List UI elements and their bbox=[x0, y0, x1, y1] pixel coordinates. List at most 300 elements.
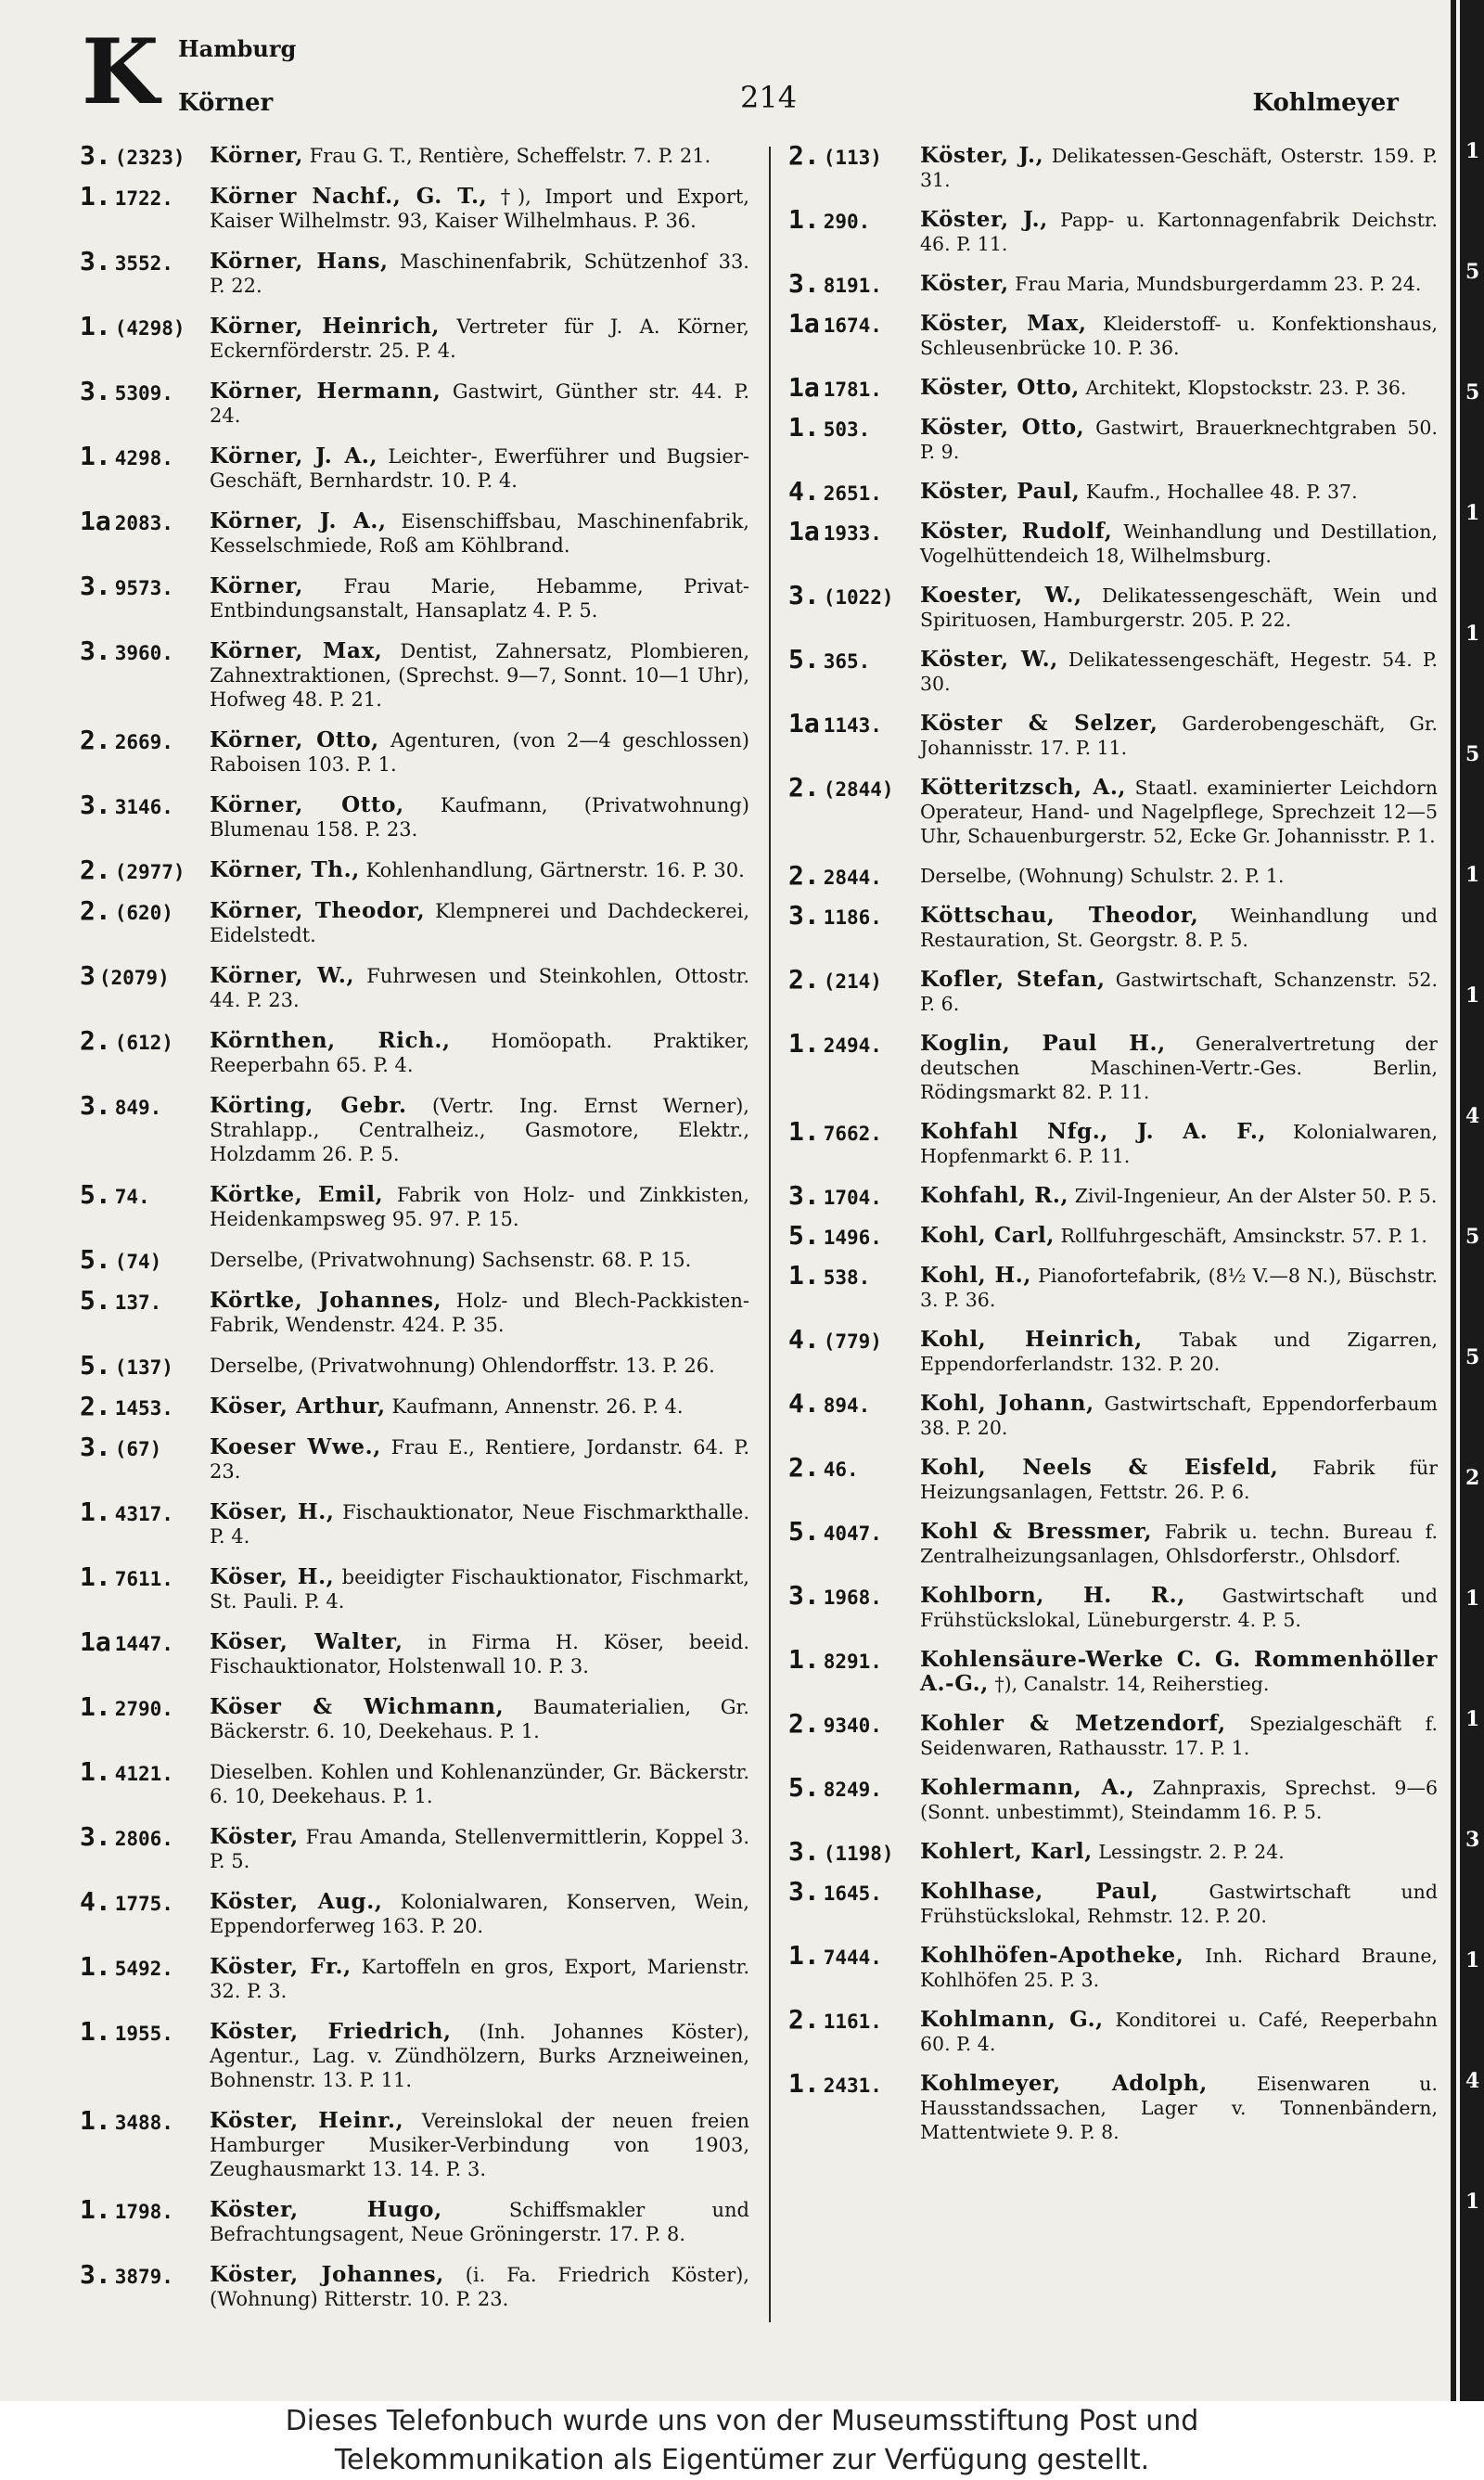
subscriber-number: (2844) bbox=[823, 778, 894, 801]
phone-number bbox=[788, 772, 913, 803]
subscriber-number: 2494. bbox=[823, 1034, 882, 1057]
exchange-zone: 1. bbox=[788, 1116, 820, 1147]
directory-entry bbox=[80, 895, 749, 947]
phone-number bbox=[788, 1324, 913, 1355]
exchange-zone: 1. bbox=[80, 2105, 111, 2136]
exchange-zone: 2. bbox=[80, 855, 111, 885]
directory-entry bbox=[788, 1580, 1438, 1632]
phone-number bbox=[788, 268, 913, 299]
subscriber-number: 1933. bbox=[823, 522, 882, 545]
subscriber-name: Kohl, H., bbox=[920, 1263, 1032, 1288]
subscriber-number: 5492. bbox=[114, 1958, 173, 1980]
phone-number bbox=[80, 506, 204, 536]
subscriber-number: 46. bbox=[823, 1458, 859, 1481]
subscriber-number: 2790. bbox=[114, 1698, 173, 1720]
phone-number bbox=[80, 1285, 204, 1316]
subscriber-name: Köster, Max, bbox=[920, 311, 1087, 336]
phone-number bbox=[80, 895, 204, 926]
subscriber-name: Körner, Otto, bbox=[210, 792, 404, 817]
entry-details: Lessingstr. 2. P. 24. bbox=[1098, 1841, 1285, 1863]
directory-entry bbox=[80, 1626, 749, 1678]
edge-glyph: 1 bbox=[1465, 863, 1480, 887]
subscriber-name: Kohlensäure-Werke C. G. Rommenhöller A.-G., bbox=[920, 1647, 1438, 1696]
subscriber-number: 503. bbox=[823, 418, 871, 441]
directory-entry bbox=[80, 855, 749, 885]
entry-details: Fuhrwesen und Steinkohlen, Ottostr. 44. P. 23. bbox=[210, 965, 749, 1011]
phone-number bbox=[788, 308, 913, 339]
exchange-zone: 1. bbox=[788, 1644, 820, 1675]
entry-details: Klempnerei und Dachdeckerei, Eidelstedt. bbox=[210, 900, 749, 946]
subscriber-number: 3488. bbox=[114, 2112, 173, 2134]
subscriber-name: Kohlhase, Paul, bbox=[920, 1879, 1159, 1904]
entry-details: Delikatessen-Geschäft, Osterstr. 159. P. 31. bbox=[920, 145, 1438, 191]
edge-glyph: 5 bbox=[1465, 742, 1480, 766]
exchange-zone: 3. bbox=[80, 636, 111, 666]
phone-number bbox=[788, 1452, 913, 1483]
phone-number bbox=[788, 1836, 913, 1867]
entry-details: Gastwirtschaft und Frühstückslokal, Rehmstr. 12. P. 20. bbox=[920, 1881, 1438, 1927]
subscriber-name: Körner, Theodor, bbox=[210, 898, 426, 923]
subscriber-name: Köster, Otto, bbox=[920, 375, 1080, 400]
subscriber-number: 2669. bbox=[114, 731, 173, 753]
subscriber-name: Kofler, Stefan, bbox=[920, 967, 1106, 992]
entry-details: Zahnpraxis, Sprechst. 9—6 (Sonnt. unbestimmt), Steindamm 16. P. 5. bbox=[920, 1777, 1438, 1823]
exchange-zone: 3. bbox=[788, 1180, 820, 1211]
subscriber-name: Kohlhöfen-Apotheke, bbox=[920, 1943, 1184, 1968]
exchange-zone: 1. bbox=[80, 2194, 111, 2225]
exchange-zone: 1. bbox=[80, 1756, 111, 1787]
exchange-zone: 3. bbox=[80, 1432, 111, 1462]
phone-number bbox=[788, 644, 913, 675]
exchange-zone: 2. bbox=[788, 1452, 820, 1483]
directory-entry bbox=[788, 1708, 1438, 1760]
directory-entry bbox=[80, 441, 749, 493]
subscriber-number: 1496. bbox=[823, 1227, 882, 1249]
directory-entry bbox=[80, 1756, 749, 1808]
subscriber-name: Körner, Hermann, bbox=[210, 379, 441, 404]
subscriber-name: Körner, bbox=[210, 573, 303, 598]
exchange-zone: 3. bbox=[788, 580, 820, 610]
entry-details: Derselbe, (Privatwohnung) Ohlendorffstr. 13. P. 26. bbox=[210, 1355, 715, 1377]
entry-details: Kolonialwaren, Konserven, Wein, Eppendorferweg 163. P. 20. bbox=[210, 1891, 749, 1937]
phone-number bbox=[80, 1391, 204, 1421]
subscriber-name: Körner, J. A., bbox=[210, 508, 387, 533]
directory-entry bbox=[788, 772, 1438, 848]
directory-entry bbox=[788, 308, 1438, 360]
subscriber-name: Koeser Wwe., bbox=[210, 1434, 381, 1459]
phone-number bbox=[788, 1388, 913, 1419]
edge-glyph: 5 bbox=[1465, 1345, 1480, 1369]
exchange-zone: 3. bbox=[80, 246, 111, 276]
right-column bbox=[788, 144, 1438, 2389]
subscriber-number: 290. bbox=[823, 211, 871, 233]
phone-number bbox=[80, 246, 204, 276]
footer-line-1: Dieses Telefonbuch wurde uns von der Museumsstiftung Post und bbox=[285, 2405, 1199, 2437]
exchange-zone: 1. bbox=[788, 412, 820, 443]
subscriber-number: 3146. bbox=[114, 796, 173, 818]
subscriber-name: Kohl, Johann, bbox=[920, 1391, 1094, 1416]
subscriber-number: 4317. bbox=[114, 1503, 173, 1525]
subscriber-number: 365. bbox=[823, 650, 871, 673]
phone-number bbox=[80, 636, 204, 666]
subscriber-number: (67) bbox=[114, 1438, 162, 1460]
entry-details: Derselbe, (Privatwohnung) Sachsenstr. 68. P. 15. bbox=[210, 1249, 692, 1271]
directory-entry bbox=[80, 2105, 749, 2181]
phone-number bbox=[788, 860, 913, 891]
exchange-zone: 1a bbox=[788, 372, 820, 403]
subscriber-number: 2844. bbox=[823, 867, 882, 889]
exchange-zone: 2. bbox=[788, 1708, 820, 1739]
edge-glyph: 5 bbox=[1465, 1225, 1480, 1249]
subscriber-name: Kohfahl, R., bbox=[920, 1183, 1069, 1208]
entry-details: Rollfuhrgeschäft, Amsinckstr. 57. P. 1. bbox=[1060, 1225, 1427, 1247]
exchange-zone: 2. bbox=[80, 1025, 111, 1056]
subscriber-number: (620) bbox=[114, 902, 173, 924]
entry-details: Fabrik für Heizungsanlagen, Fettstr. 26. P. 6. bbox=[920, 1457, 1438, 1503]
entry-details: Frau Marie, Hebamme, Privat-Entbindungsanstalt, Hansaplatz 4. P. 5. bbox=[210, 575, 749, 622]
subscriber-number: 849. bbox=[114, 1097, 162, 1119]
subscriber-name: Köster, Aug., bbox=[210, 1889, 383, 1914]
exchange-zone: 1. bbox=[788, 1028, 820, 1059]
edge-glyph: 3 bbox=[1465, 1828, 1480, 1852]
exchange-zone: 3. bbox=[788, 1876, 820, 1907]
entry-details: Maschinenfabrik, Schützenhof 33. P. 22. bbox=[210, 251, 749, 297]
exchange-zone: 3. bbox=[80, 2259, 111, 2290]
entry-details: Weinhandlung und Destillation, Vogelhüttendeich 18, Wilhelmsburg. bbox=[920, 520, 1438, 567]
phone-number bbox=[788, 1772, 913, 1803]
directory-entry bbox=[80, 246, 749, 298]
entry-details: Konditorei u. Café, Reeperbahn 60. P. 4. bbox=[920, 2009, 1438, 2055]
phone-number bbox=[788, 1260, 913, 1291]
edge-glyph: 2 bbox=[1465, 1466, 1480, 1490]
exchange-zone: 1. bbox=[80, 1691, 111, 1722]
directory-entry bbox=[788, 1516, 1438, 1568]
page-edge-strip bbox=[1456, 0, 1460, 2401]
edge-glyph: 1 bbox=[1465, 1587, 1480, 1611]
phone-number bbox=[80, 376, 204, 406]
phone-number bbox=[80, 1025, 204, 1056]
entry-details: Vereinslokal der neuen freien Hamburger Musiker-Verbindung von 1903, Zeughausmarkt 13. 14. P. 3. bbox=[210, 2110, 749, 2180]
entry-details: Weinhandlung und Restauration, St. Georgstr. 8. P. 5. bbox=[920, 905, 1438, 951]
subscriber-number: (1022) bbox=[823, 586, 894, 609]
subscriber-number: 9573. bbox=[114, 577, 173, 599]
directory-entry bbox=[80, 1432, 749, 1484]
exchange-zone: 1. bbox=[788, 1260, 820, 1291]
subscriber-number: 74. bbox=[114, 1186, 150, 1208]
subscriber-name: Kohler & Metzendorf, bbox=[920, 1711, 1226, 1736]
phone-number bbox=[788, 580, 913, 610]
entry-details: Gastwirtschaft, Eppendorferbaum 38. P. 20. bbox=[920, 1393, 1438, 1439]
phone-number bbox=[788, 1220, 913, 1251]
entry-details: Architekt, Klopstockstr. 23. P. 36. bbox=[1085, 377, 1407, 399]
entry-details: Staatl. examinierter Leichdorn Operateur, Hand- und Nagelpflege, Sprechzeit 12—5 Uhr, Schauenburgerstr. 52, Ecke Gr. Johannisstr. P. 1. bbox=[920, 777, 1438, 847]
subscriber-number: 1722. bbox=[114, 187, 173, 210]
directory-entry bbox=[80, 1285, 749, 1337]
subscriber-name: Körner, J. A., bbox=[210, 443, 378, 469]
phone-number bbox=[80, 725, 204, 755]
exchange-zone: 2. bbox=[788, 144, 820, 171]
entry-details: Baumaterialien, Gr. Bäckerstr. 6. 10, Deekehaus. P. 1. bbox=[210, 1696, 749, 1742]
entry-details: Eisenwaren u. Hausstandssachen, Lager v. Tonnenbändern, Mattentwiete 9. P. 8. bbox=[920, 2073, 1438, 2143]
subscriber-name: Köster, Fr., bbox=[210, 1954, 352, 1979]
directory-entry bbox=[80, 2016, 749, 2092]
phone-number bbox=[788, 1644, 913, 1675]
exchange-zone: 1. bbox=[80, 1497, 111, 1527]
directory-entry bbox=[788, 372, 1438, 403]
subscriber-name: Köser, Arthur, bbox=[210, 1394, 386, 1419]
exchange-zone: 2. bbox=[788, 2004, 820, 2035]
directory-entry bbox=[80, 1691, 749, 1743]
subscriber-number: (214) bbox=[823, 970, 882, 993]
phone-number bbox=[788, 1516, 913, 1547]
subscriber-number: 2651. bbox=[823, 482, 882, 505]
directory-entry bbox=[80, 2259, 749, 2311]
subscriber-number: (612) bbox=[114, 1032, 173, 1054]
phone-number bbox=[788, 1940, 913, 1971]
subscriber-number: 8291. bbox=[823, 1651, 882, 1673]
subscriber-name: Körner Nachf., G. T., bbox=[210, 184, 488, 209]
subscriber-name: Kohl, Heinrich, bbox=[920, 1327, 1143, 1352]
subscriber-name: Kohlborn, H. R., bbox=[920, 1583, 1185, 1608]
directory-entry bbox=[80, 571, 749, 623]
phone-number bbox=[80, 1951, 204, 1982]
phone-number bbox=[80, 1691, 204, 1722]
subscriber-name: Kohlert, Karl, bbox=[920, 1839, 1093, 1864]
edge-glyph: 1 bbox=[1465, 983, 1480, 1008]
entry-details: Kolonialwaren, Hopfenmarkt 6. P. 11. bbox=[920, 1121, 1438, 1167]
exchange-zone: 5. bbox=[788, 1772, 820, 1803]
phone-number bbox=[788, 204, 913, 235]
entry-details: Kleiderstoff- u. Konfektionshaus, Schleusenbrücke 10. P. 36. bbox=[920, 313, 1438, 359]
directory-entry bbox=[788, 708, 1438, 760]
subscriber-name: Kohlmeyer, Adolph, bbox=[920, 2071, 1208, 2096]
exchange-zone: 5. bbox=[80, 1179, 111, 1210]
directory-entry bbox=[80, 1821, 749, 1873]
subscriber-name: Köster, bbox=[920, 271, 1009, 296]
directory-entry bbox=[788, 964, 1438, 1016]
directory-entry bbox=[80, 181, 749, 233]
phone-number bbox=[80, 144, 204, 170]
directory-entry bbox=[80, 1090, 749, 1166]
exchange-zone: 4. bbox=[788, 1388, 820, 1419]
phone-number bbox=[80, 2259, 204, 2290]
exchange-zone: 3. bbox=[80, 571, 111, 601]
entry-details: Vertreter für J. A. Körner, Eckernförderstr. 25. P. 4. bbox=[210, 315, 749, 362]
exchange-zone: 1. bbox=[80, 1951, 111, 1982]
phone-number bbox=[80, 1432, 204, 1462]
entry-details: Fabrik von Holz- und Zinkkisten, Heidenkampsweg 95. 97. P. 15. bbox=[210, 1184, 749, 1230]
subscriber-name: Körtke, Emil, bbox=[210, 1182, 384, 1207]
subscriber-name: Körner, Otto, bbox=[210, 727, 379, 752]
entry-details: Gastwirt, Brauerknechtgraben 50. P. 9. bbox=[920, 417, 1438, 463]
directory-entry bbox=[788, 1220, 1438, 1251]
exchange-zone: 3. bbox=[80, 376, 111, 406]
phone-number bbox=[80, 441, 204, 471]
subscriber-number: 1704. bbox=[823, 1187, 882, 1209]
directory-entry bbox=[80, 376, 749, 428]
directory-entry bbox=[80, 311, 749, 363]
subscriber-name: Körting, Gebr. bbox=[210, 1093, 407, 1118]
subscriber-name: Köster & Selzer, bbox=[920, 711, 1158, 736]
subscriber-name: Kohl, Neels & Eisfeld, bbox=[920, 1455, 1279, 1480]
entry-details: in Firma H. Köser, beeid. Fischauktionator, Holstenwall 10. P. 3. bbox=[210, 1631, 749, 1677]
edge-glyph: 1 bbox=[1465, 139, 1480, 163]
exchange-zone: 3 bbox=[80, 960, 96, 991]
edge-glyph: 1 bbox=[1465, 501, 1480, 525]
entry-details: Gastwirt, Günther str. 44. P. 24. bbox=[210, 380, 749, 427]
subscriber-number: 1775. bbox=[114, 1893, 173, 1915]
subscriber-name: Köser, H., bbox=[210, 1564, 335, 1589]
subscriber-name: Köster, Heinr., bbox=[210, 2108, 404, 2133]
subscriber-name: Köttschau, Theodor, bbox=[920, 903, 1199, 928]
directory-entry bbox=[80, 1179, 749, 1231]
exchange-zone: 1a bbox=[788, 708, 820, 739]
directory-entry bbox=[788, 644, 1438, 696]
entry-details: Delikatessengeschäft, Wein und Spirituosen, Hamburgerstr. 205. P. 22. bbox=[920, 585, 1438, 631]
directory-entry bbox=[788, 1180, 1438, 1211]
subscriber-name: Kohl, Carl, bbox=[920, 1223, 1055, 1248]
subscriber-number: 4121. bbox=[114, 1763, 173, 1785]
entry-details: Homöopath. Praktiker, Reeperbahn 65. P. 4. bbox=[210, 1030, 749, 1076]
subscriber-number: 3879. bbox=[114, 2266, 173, 2288]
range-start-heading: Körner bbox=[178, 89, 274, 117]
subscriber-name: Köster, Hugo, bbox=[210, 2197, 442, 2222]
exchange-zone: 1a bbox=[788, 308, 820, 339]
edge-glyph: 1 bbox=[1465, 1707, 1480, 1731]
subscriber-number: 8249. bbox=[823, 1779, 882, 1801]
subscriber-name: Köster, bbox=[210, 1824, 299, 1849]
subscriber-number: 3960. bbox=[114, 642, 173, 664]
column-divider bbox=[769, 147, 771, 2322]
subscriber-number: 7662. bbox=[823, 1123, 882, 1145]
directory-entry bbox=[788, 1452, 1438, 1504]
exchange-zone: 1a bbox=[788, 516, 820, 546]
exchange-zone: 2. bbox=[80, 895, 111, 926]
left-column bbox=[80, 144, 749, 2389]
subscriber-number: 1781. bbox=[823, 379, 882, 401]
subscriber-number: 2083. bbox=[114, 512, 173, 534]
directory-entry bbox=[788, 412, 1438, 464]
phone-number bbox=[788, 900, 913, 931]
subscriber-number: (779) bbox=[823, 1330, 882, 1353]
subscriber-name: Köser, Walter, bbox=[210, 1629, 403, 1654]
directory-entry bbox=[788, 1876, 1438, 1928]
entry-details: Schiffsmakler und Befrachtungsagent, Neue Gröningerstr. 17. P. 8. bbox=[210, 2199, 749, 2245]
edge-glyph: 4 bbox=[1465, 2069, 1480, 2093]
phone-number bbox=[80, 2194, 204, 2225]
directory-entry bbox=[80, 1497, 749, 1548]
entry-details: Papp- u. Kartonnagenfabrik Deichstr. 46. P. 11. bbox=[920, 209, 1438, 255]
entry-details: Holz- und Blech-Packkisten-Fabrik, Wendenstr. 424. P. 35. bbox=[210, 1290, 749, 1336]
phone-number bbox=[80, 960, 204, 991]
edge-glyph: 4 bbox=[1465, 1104, 1480, 1128]
entry-details: Inh. Richard Braune, Kohlhöfen 25. P. 3. bbox=[920, 1945, 1438, 1991]
subscriber-number: 3552. bbox=[114, 252, 173, 275]
subscriber-number: 2431. bbox=[823, 2075, 882, 2097]
phone-number bbox=[80, 2016, 204, 2047]
subscriber-number: (113) bbox=[823, 147, 882, 169]
directory-entry bbox=[80, 144, 749, 171]
subscriber-number: 1955. bbox=[114, 2023, 173, 2045]
exchange-zone: 3. bbox=[80, 790, 111, 820]
subscriber-number: 8191. bbox=[823, 275, 882, 297]
exchange-zone: 4. bbox=[80, 1886, 111, 1917]
subscriber-name: Kohlermann, A., bbox=[920, 1775, 1135, 1800]
subscriber-number: 1674. bbox=[823, 315, 882, 337]
exchange-zone: 5. bbox=[788, 1516, 820, 1547]
subscriber-name: Kohlmann, G., bbox=[920, 2007, 1104, 2032]
directory-entry bbox=[788, 1644, 1438, 1696]
phone-number bbox=[788, 1580, 913, 1611]
directory-entry bbox=[788, 144, 1438, 192]
phone-number bbox=[80, 181, 204, 212]
subscriber-name: Körner, Max, bbox=[210, 638, 383, 663]
subscriber-name: Köster, W., bbox=[920, 647, 1058, 672]
subscriber-number: 538. bbox=[823, 1266, 871, 1289]
subscriber-number: 137. bbox=[114, 1291, 162, 1314]
adjacent-page-edge bbox=[1451, 0, 1484, 2401]
exchange-zone: 3. bbox=[788, 1836, 820, 1867]
subscriber-number: 1447. bbox=[114, 1633, 173, 1655]
phone-number bbox=[788, 708, 913, 739]
entry-details: Pianofortefabrik, (8½ V.—8 N.), Büschstr. 3. P. 36. bbox=[920, 1265, 1438, 1311]
directory-entry bbox=[788, 1940, 1438, 1992]
exchange-zone: 5. bbox=[80, 1350, 111, 1381]
entry-details: Tabak und Zigarren, Eppendorferlandstr. 132. P. 20. bbox=[920, 1329, 1438, 1375]
subscriber-number: (2323) bbox=[114, 147, 186, 169]
subscriber-number: 1798. bbox=[114, 2201, 173, 2223]
phone-number bbox=[80, 1561, 204, 1592]
exchange-zone: 4. bbox=[788, 1324, 820, 1355]
subscriber-number: (2079) bbox=[98, 967, 170, 989]
entry-details: Frau Amanda, Stellenvermittlerin, Koppel 3. P. 5. bbox=[210, 1826, 749, 1872]
directory-entry bbox=[788, 268, 1438, 299]
subscriber-name: Koglin, Paul H., bbox=[920, 1031, 1166, 1056]
phone-number bbox=[788, 1116, 913, 1147]
phone-number bbox=[80, 790, 204, 820]
exchange-zone: 1a bbox=[80, 1626, 111, 1657]
entry-details: Fischauktionator, Neue Fischmarkthalle. P. 4. bbox=[210, 1501, 749, 1548]
exchange-zone: 2. bbox=[80, 725, 111, 755]
phone-number bbox=[788, 1180, 913, 1211]
entry-details: Eisenschiffsbau, Maschinenfabrik, Kesselschmiede, Roß am Köhlbrand. bbox=[210, 510, 749, 557]
subscriber-name: Köster, J., bbox=[920, 144, 1044, 168]
entry-details: Derselbe, (Wohnung) Schulstr. 2. P. 1. bbox=[920, 865, 1285, 887]
subscriber-number: (74) bbox=[114, 1251, 162, 1273]
phone-number bbox=[788, 144, 913, 170]
directory-entry bbox=[788, 2004, 1438, 2056]
subscriber-name: Köser, H., bbox=[210, 1499, 335, 1524]
entry-details: †), Canalstr. 14, Reiherstieg. bbox=[994, 1673, 1270, 1695]
phone-number bbox=[80, 2105, 204, 2136]
entry-details: Kartoffeln en gros, Export, Marienstr. 32. P. 3. bbox=[210, 1956, 749, 2002]
subscriber-number: 1161. bbox=[823, 2011, 882, 2033]
directory-entry bbox=[80, 636, 749, 712]
directory-entry bbox=[80, 1951, 749, 2003]
phone-number bbox=[788, 372, 913, 403]
edge-glyph: 1 bbox=[1465, 622, 1480, 646]
exchange-zone: 1. bbox=[788, 1940, 820, 1971]
exchange-zone: 5. bbox=[80, 1244, 111, 1275]
subscriber-name: Köser & Wichmann, bbox=[210, 1694, 505, 1719]
exchange-zone: 3. bbox=[80, 1821, 111, 1852]
range-end-heading: Kohlmeyer bbox=[1252, 89, 1399, 117]
phone-number bbox=[80, 1179, 204, 1210]
subscriber-number: (4298) bbox=[114, 317, 186, 340]
exchange-zone: 1a bbox=[80, 506, 111, 536]
directory-entry bbox=[788, 860, 1438, 891]
subscriber-name: Körtke, Johannes, bbox=[210, 1288, 442, 1313]
